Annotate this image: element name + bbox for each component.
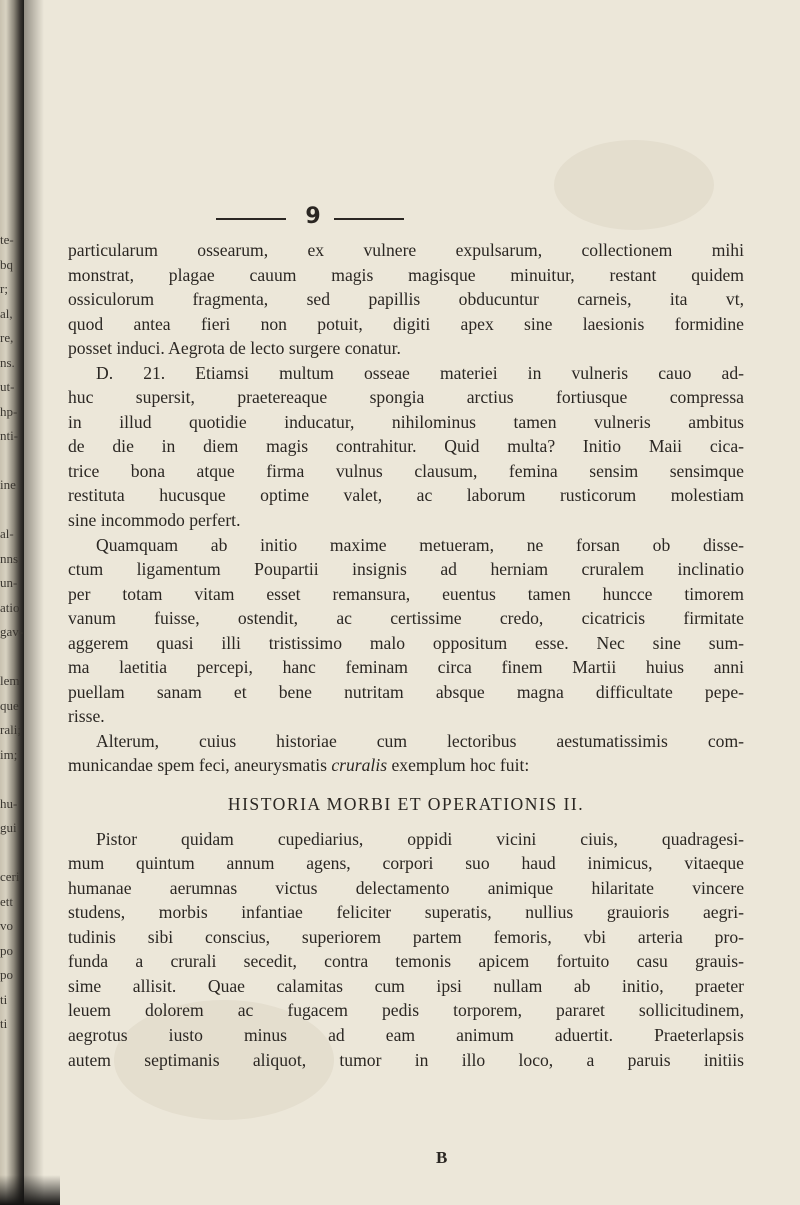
text-line: huc supersit, praetereaque spongia arctius fortiusque compressa xyxy=(68,387,744,408)
text-line: sine incommodo perfert. xyxy=(68,510,241,531)
text-run: exemplum hoc fuit: xyxy=(387,755,530,776)
bleed-fragment: im; xyxy=(0,746,18,762)
bleed-fragment: vo xyxy=(0,918,13,933)
text-line: Pistor quidam cupediarius, oppidi vicini ciuis, quadragesi- xyxy=(96,828,744,849)
text-line: funda a crurali secedit, contra temonis apicem fortuito casu grauis- xyxy=(68,951,744,972)
bleed-fragment: hu- xyxy=(0,795,18,811)
paper-stain xyxy=(554,140,714,230)
bleed-fragment: te- xyxy=(0,232,14,247)
bleed-fragment: un- xyxy=(0,575,18,590)
bleed-fragment: re, xyxy=(0,330,14,345)
text-line: particularum ossearum, ex vulnere expulsarum, collectionem mihi xyxy=(68,240,744,260)
text-line: Alterum, cuius historiae cum lectoribus aestumatissimis com- xyxy=(96,730,744,751)
text-line: per totam vitam esset remansura, euentus tamen huncce timorem xyxy=(68,583,744,604)
bleed-fragment: po xyxy=(0,942,13,958)
bleed-fragment: que xyxy=(0,697,19,713)
text-line: ossiculorum fragmenta, sed papillis obducuntur carneis, ita vt, xyxy=(68,289,744,310)
text-line: puellam sanam et bene nutritam absque magna difficultate pepe- xyxy=(68,681,744,702)
text-line: humanae aerumnas victus delectamento animique hilaritate vincere xyxy=(68,877,744,898)
bleed-fragment: ut- xyxy=(0,379,15,394)
bleed-fragment: bq xyxy=(0,256,13,272)
bleed-fragment: po xyxy=(0,967,13,982)
text-line: restituta hucusque optime valet, ac laborum rusticorum molestiam xyxy=(68,485,744,506)
heading-spacer xyxy=(68,778,744,792)
text-run: municandae spem feci, aneurysmatis xyxy=(68,755,332,776)
bleed-fragment: ceri xyxy=(0,869,20,884)
text-line: in illud quotidie inducatur, nihilominus tamen vulneris ambitus xyxy=(68,411,744,432)
header-rule-right xyxy=(334,218,404,220)
bleed-fragment: r; xyxy=(0,281,8,296)
bleed-fragment: atio xyxy=(0,599,20,615)
bleed-fragment: ns. xyxy=(0,354,15,370)
text-line: Quamquam ab initio maxime metueram, ne forsan ob disse- xyxy=(96,534,744,555)
text-line: de die in diem magis contrahitur. Quid multa? Initio Maii cica- xyxy=(68,436,744,457)
bleed-fragment: al, xyxy=(0,305,13,321)
text-line: quod antea fieri non potuit, digiti apex sine laesionis formidine xyxy=(68,313,744,334)
text-line: aegrotus iusto minus ad eam animum aduertit. Praeterlapsis xyxy=(68,1024,744,1045)
paragraph-1 xyxy=(68,238,744,361)
text-line: vanum fuisse, ostendit, ac certissime credo, cicatricis firmitate xyxy=(68,608,744,629)
bleed-fragment: nns xyxy=(0,550,19,566)
text-line xyxy=(68,753,744,778)
bleed-fragment: gav- xyxy=(0,624,24,639)
signature-mark: B xyxy=(436,1148,448,1167)
text-line: tudinis sibi conscius, superiorem partem femoris, vbi arteria pro- xyxy=(68,926,744,947)
bleed-fragment: ett xyxy=(0,893,13,909)
text-line: mum quintum annum agens, corpori suo haud inimicus, vitaeque xyxy=(68,853,744,874)
text-line: aggerem quasi illi tristissimo malo oppositum esse. Nec sine sum- xyxy=(68,632,744,653)
bleed-fragment: ti xyxy=(0,1016,8,1031)
text-line: autem septimanis aliquot, tumor in illo loco, a paruis initiis xyxy=(68,1049,744,1070)
header-rule-left xyxy=(216,218,286,220)
page-header xyxy=(216,204,426,234)
italic-term: cruralis xyxy=(331,755,388,776)
bleed-fragment: ti xyxy=(0,991,8,1007)
bleed-fragment: rali; xyxy=(0,722,21,737)
text-line: monstrat, plagae cauum magis magisque minuitur, restant quidem xyxy=(68,264,744,285)
heading-spacer xyxy=(68,817,744,827)
text-line: sime allisit. Quae calamitas cum ipsi nullam ab initio, praeter xyxy=(68,975,744,996)
paragraph-3 xyxy=(68,533,744,729)
bleed-fragment: al- xyxy=(0,526,14,541)
text-line: risse. xyxy=(68,706,105,727)
text-line: ma laetitia percepi, hanc feminam circa finem Martii huius anni xyxy=(68,657,744,678)
body-text xyxy=(68,238,744,1072)
text-line: trice bona atque firma vulnus clausum, femina sensim sensimque xyxy=(68,460,744,481)
paragraph-5 xyxy=(68,827,744,1072)
text-line: studens, morbis infantiae feliciter superatis, nullius grauioris aegri- xyxy=(68,902,744,923)
page-number: 9 xyxy=(305,204,321,229)
paragraph-2 xyxy=(68,361,744,533)
bleed-fragment: ine xyxy=(0,477,16,492)
paragraph-4 xyxy=(68,729,744,778)
text-line: leuem dolorem ac fugacem pedis torporem, pararet sollicitudinem, xyxy=(68,1000,744,1021)
section-heading: HISTORIA MORBI ET OPERATIONIS II. xyxy=(227,794,585,815)
bleed-fragment: gui xyxy=(0,820,17,835)
bleed-fragment: nti- xyxy=(0,428,19,443)
book-page xyxy=(34,0,794,1205)
text-line: posset induci. Aegrota de lecto surgere conatur. xyxy=(68,338,401,359)
text-line: ctum ligamentum Poupartii insignis ad herniam cruralem inclinatio xyxy=(68,559,744,580)
bleed-fragment: hp- xyxy=(0,403,18,419)
bleed-fragment: lem xyxy=(0,673,20,688)
text-line: D. 21. Etiamsi multum osseae materiei in vulneris cauo ad- xyxy=(96,362,744,383)
